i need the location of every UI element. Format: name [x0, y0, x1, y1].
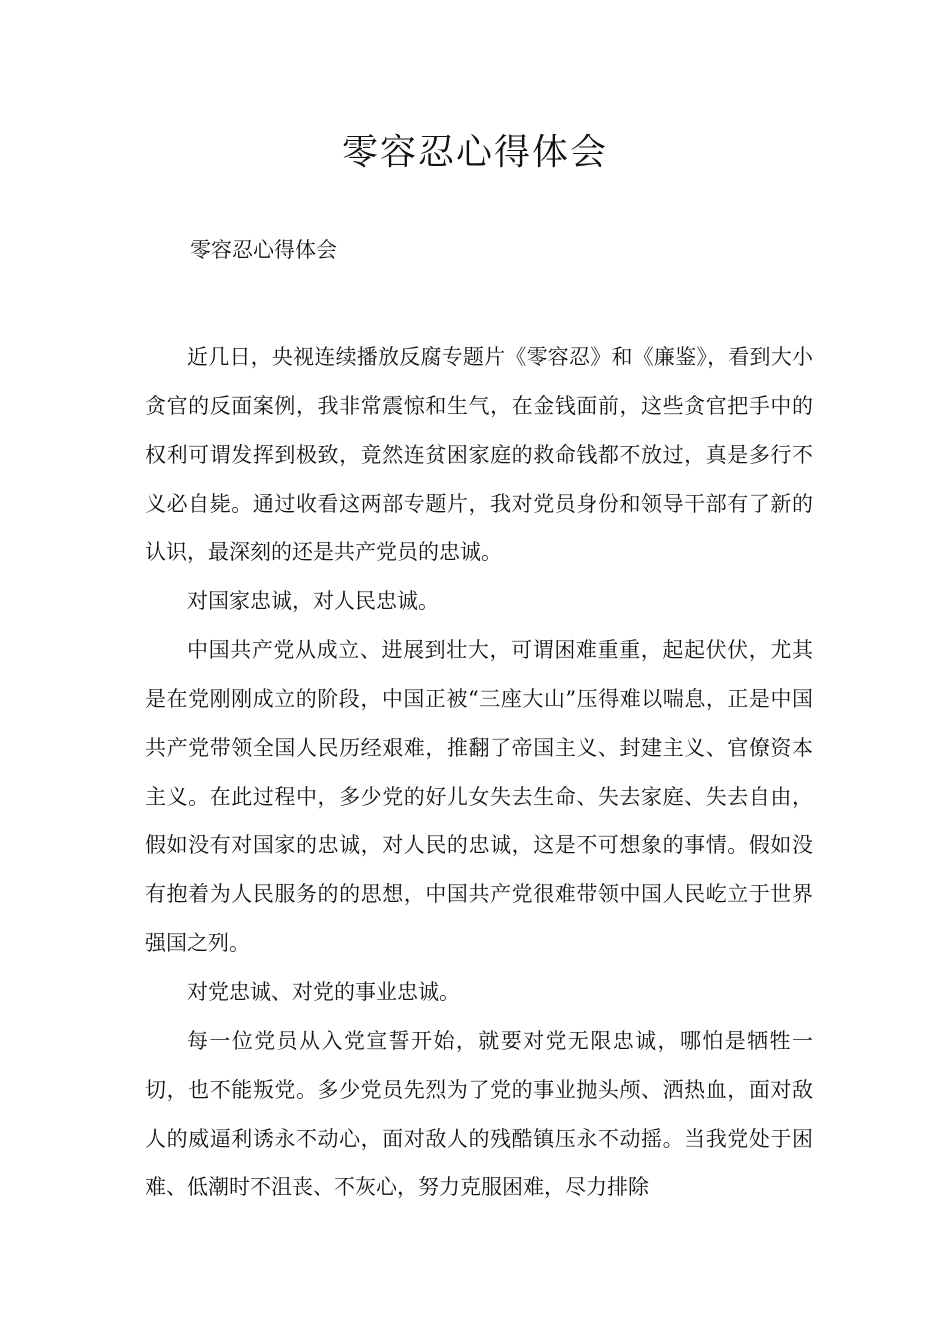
document-title: 零容忍心得体会 — [341, 132, 608, 173]
document-body — [145, 333, 813, 1212]
paragraph: 近几日，央视连续播放反腐专题片《零容忍》和《廉鉴》，看到大小贪官的反面案例，我非常震惊和生气，在金钱面前，这些贪官把手中的权利可谓发挥到极致，竟然连贫困家庭的救命钱都不放过，真是多行不义必自毙。通过收看这两部专题片，我对党员身份和领导干部有了新的认识，最深刻的还是共产党员的忠诚。 — [145, 345, 813, 565]
paragraph: 对党忠诚、对党的事业忠诚。 — [187, 979, 460, 1004]
document-subtitle: 零容忍心得体会 — [190, 238, 337, 262]
paragraph: 中国共产党从成立、进展到壮大，可谓困难重重，起起伏伏，尤其是在党刚刚成立的阶段，中国正被“三座大山”压得难以喘息，正是中国共产党带领全国人民历经艰难，推翻了帝国主义、封建主义、官僚资本主义。在此过程中，多少党的好儿女失去生命、失去家庭、失去自由，假如没有对国家的忠诚，对人民的忠诚，这是不可想象的事情。假如没有抱着为人民服务的的思想，中国共产党很难带领中国人民屹立于世界强国之列。 — [145, 638, 813, 956]
paragraph: 每一位党员从入党宣誓开始，就要对党无限忠诚，哪怕是牺牲一切，也不能叛党。多少党员先烈为了党的事业抛头颅、洒热血，面对敌人的威逼利诱永不动心，面对敌人的残酷镇压永不动摇。当我党处于困难、低潮时不沮丧、不灰心，努力克服困难，尽力排除 — [145, 1028, 813, 1200]
paragraph: 对国家忠诚，对人民忠诚。 — [187, 589, 439, 614]
